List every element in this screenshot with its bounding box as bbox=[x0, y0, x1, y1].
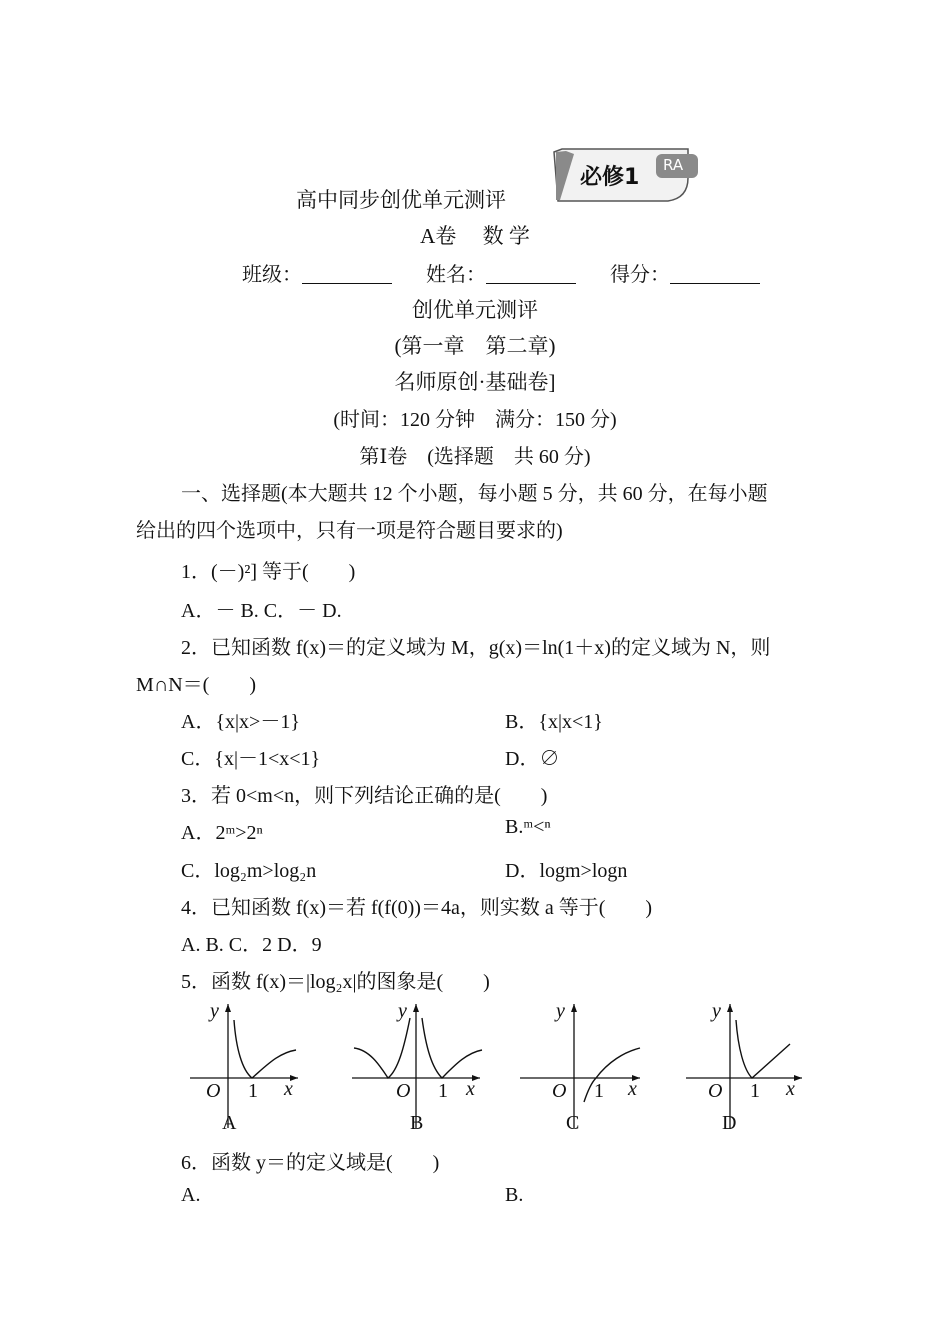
q3-stem: 3．若 0<m<n，则下列结论正确的是( ) bbox=[181, 785, 548, 807]
edition-badge bbox=[552, 148, 702, 204]
q1-stem: 1．(－)²] 等于( ) bbox=[181, 561, 356, 583]
q6-option-b: B. bbox=[505, 1184, 524, 1206]
q5-graph-b-letter: B bbox=[410, 1112, 424, 1134]
class-field[interactable] bbox=[302, 265, 392, 284]
q5-graph-b bbox=[348, 998, 498, 1138]
q5-graph-a-x-label: x bbox=[284, 1078, 293, 1100]
time-info: (时间：120 分钟 满分：150 分) bbox=[333, 409, 617, 431]
q3-option-b: B.ᵐ<ⁿ bbox=[505, 816, 551, 838]
name-field[interactable] bbox=[486, 265, 576, 284]
q6-stem: 6．函数 y＝的定义域是( ) bbox=[181, 1152, 440, 1174]
series-title: 高中同步创优单元测评 bbox=[296, 188, 506, 212]
q2-option-a: A．{x|x>－1} bbox=[181, 711, 300, 733]
part-heading: 第Ⅰ卷 (选择题 共 60 分) bbox=[359, 446, 591, 468]
q5-graph-b-x-label: x bbox=[466, 1078, 475, 1100]
score-label: 得分： bbox=[610, 264, 670, 286]
q1-options: A．－ B. C．－ D. bbox=[181, 600, 342, 622]
q5-graph-d-letter: D bbox=[722, 1112, 737, 1134]
q5-stem: 5．函数 f(x)＝|log₂x|的图象是( ) bbox=[181, 971, 490, 993]
q2-stem-line2: M∩N＝( ) bbox=[136, 674, 256, 696]
q5-graph-a-one: 1 bbox=[248, 1080, 258, 1102]
score-field[interactable] bbox=[670, 265, 760, 284]
section-heading-line2: 给出的四个选项中，只有一项是符合题目要求的) bbox=[136, 520, 563, 542]
section-heading-line1: 一、选择题(本大题共 12 个小题，每小题 5 分，共 60 分，在每小题 bbox=[181, 483, 768, 505]
q5-graph-c-y-label: y bbox=[556, 1000, 565, 1022]
q2-option-d: D．∅ bbox=[505, 748, 560, 770]
badge-main-text: 必修1 bbox=[580, 165, 640, 190]
q2-stem-line1: 2．已知函数 f(x)＝的定义域为 M，g(x)＝ln(1＋x)的定义域为 N，则 bbox=[181, 637, 771, 659]
q3-option-c: C．log₂m>log₂n bbox=[181, 860, 317, 882]
q5-graph-c-letter: C bbox=[566, 1112, 580, 1134]
q5-graph-c-one: 1 bbox=[594, 1080, 604, 1102]
q5-graph-a-letter: A bbox=[222, 1112, 237, 1134]
q5-graph-d bbox=[682, 998, 832, 1138]
q5-graph-b-one: 1 bbox=[438, 1080, 448, 1102]
q3-option-a: A．2ᵐ>2ⁿ bbox=[181, 822, 263, 844]
info-line bbox=[242, 258, 760, 287]
volume-subject: A卷 数 学 bbox=[420, 224, 530, 248]
q6-option-a: A. bbox=[181, 1184, 201, 1206]
q5-graph-a-origin: O bbox=[206, 1080, 221, 1102]
q5-graph-d-one: 1 bbox=[750, 1080, 760, 1102]
main-title: 创优单元测评 bbox=[412, 298, 538, 322]
q3-option-d: D．logm>logn bbox=[505, 860, 628, 882]
q2-option-b: B．{x|x<1} bbox=[505, 711, 603, 733]
q4-stem: 4．已知函数 f(x)＝若 f(f(0))＝4a，则实数 a 等于( ) bbox=[181, 897, 653, 919]
q5-graph-b-y-label: y bbox=[398, 1000, 407, 1022]
q4-options: A. B. C．2 D．9 bbox=[181, 934, 322, 956]
q5-graph-d-y-label: y bbox=[712, 1000, 721, 1022]
class-label: 班级： bbox=[242, 264, 302, 286]
chapters-title: (第一章 第二章) bbox=[394, 334, 556, 358]
q5-graph-a-y-label: y bbox=[210, 1000, 219, 1022]
badge-tag-text: RA bbox=[663, 156, 684, 174]
q5-graph-c-x-label: x bbox=[628, 1078, 637, 1100]
q5-graph-b-origin: O bbox=[396, 1080, 411, 1102]
q5-graph-d-x-label: x bbox=[786, 1078, 795, 1100]
q5-graph-c-origin: O bbox=[552, 1080, 567, 1102]
q5-graph-a bbox=[186, 998, 336, 1138]
q2-option-c: C．{x|－1<x<1} bbox=[181, 748, 321, 770]
q5-graph-c bbox=[516, 998, 666, 1138]
source-title: 名师原创·基础卷] bbox=[394, 370, 556, 394]
q5-graph-d-origin: O bbox=[708, 1080, 723, 1102]
name-label: 姓名： bbox=[426, 264, 486, 286]
